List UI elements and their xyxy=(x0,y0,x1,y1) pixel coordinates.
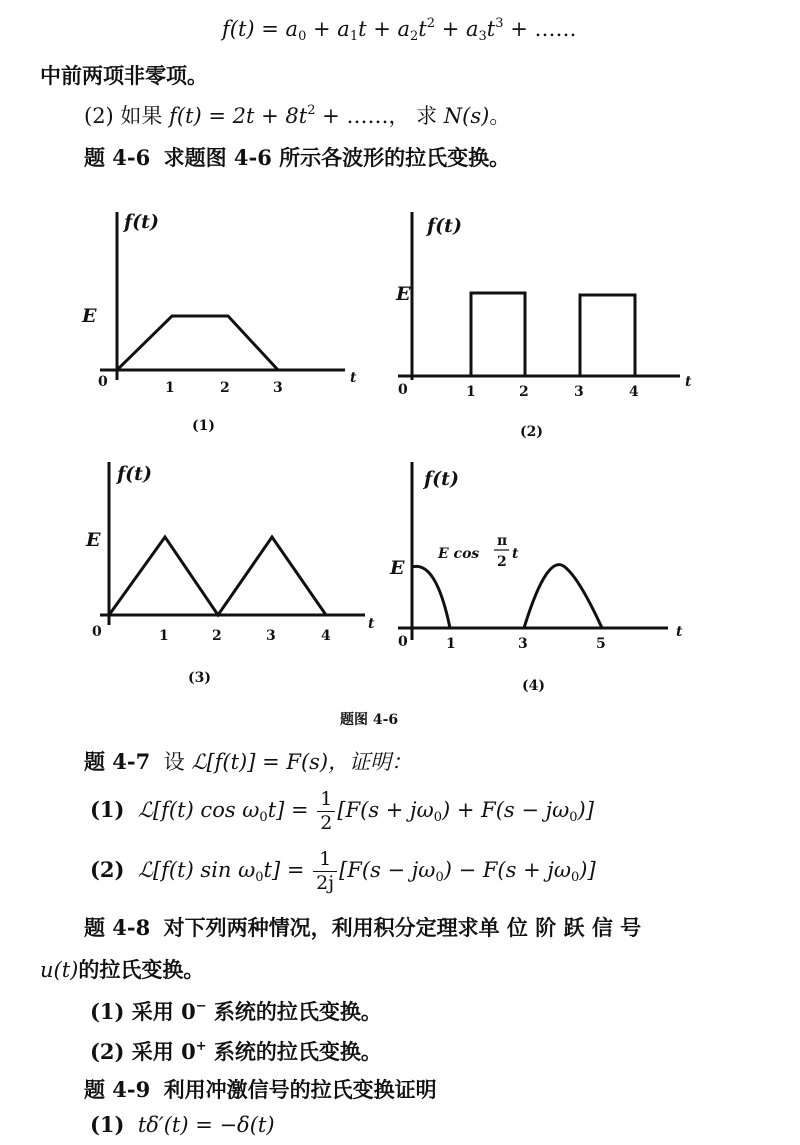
problem-text-cont: 的拉氏变换。 xyxy=(78,957,205,982)
plot4-annotation-num: π xyxy=(497,533,508,549)
plot4-origin: 0 xyxy=(398,634,408,650)
q2-tail: + ……， 求 xyxy=(315,104,444,128)
plot2-caption: (2) xyxy=(520,424,543,440)
waveform-2-pulse-a xyxy=(471,293,525,376)
plot3-ylabel: f(t) xyxy=(117,463,152,485)
eq-sub2: 2 xyxy=(410,29,419,44)
item-number: (2) xyxy=(90,857,125,882)
i1-rhs-b: [F(s + jω xyxy=(337,798,434,822)
eq-part: = a xyxy=(254,17,299,41)
problem-label: 题 4-8 xyxy=(84,915,151,940)
series-equation xyxy=(222,16,576,44)
eq-part: t xyxy=(418,17,427,41)
p48-i1: (1) 采用 0 xyxy=(90,999,196,1024)
laplace-symbol: ℒ xyxy=(137,858,153,882)
i2-sub: 0 xyxy=(570,870,580,885)
plot2-tick-4: 4 xyxy=(629,384,639,400)
plot1-xlabel: t xyxy=(350,370,357,386)
continuation-text: 中前两项非零项。 xyxy=(40,63,208,88)
problem-4-7 xyxy=(84,746,412,776)
problem-label: 题 4-9 xyxy=(84,1077,151,1102)
problem-label: 题 4-6 xyxy=(84,145,151,170)
plot4-tick-3: 3 xyxy=(518,636,528,652)
q2-f: f(t) xyxy=(169,104,202,128)
plot4-ylabel: f(t) xyxy=(424,468,459,490)
i2-frac-den: 2j xyxy=(316,872,335,894)
problem-label: 题 4-7 xyxy=(84,749,151,774)
i2-fraction xyxy=(313,850,337,893)
i2-rhs-a: t] = xyxy=(263,858,312,882)
i1-rhs-a: t] = xyxy=(267,798,316,822)
eq-lhs: f(t) xyxy=(222,17,255,41)
p47-item-1 xyxy=(90,790,594,833)
problem-4-8 xyxy=(84,912,641,942)
laplace-symbol: ℒ xyxy=(191,750,207,774)
i2-sub: 0 xyxy=(255,870,264,885)
plot1-tick-1: 1 xyxy=(165,380,175,396)
plot4-annotation-t: t xyxy=(512,546,519,562)
laplace-symbol: ℒ xyxy=(137,798,153,822)
eq-sub1: 1 xyxy=(349,29,359,44)
plot1-E: E xyxy=(82,305,97,327)
p48-i2-sup: + xyxy=(195,1039,207,1054)
p48-item-2 xyxy=(90,1036,382,1066)
problem-4-8-cont xyxy=(40,954,204,984)
problem-text: 求题图 4-6 所示各波形的拉氏变换。 xyxy=(163,145,511,170)
question-2 xyxy=(84,100,510,130)
i1-frac-num: 1 xyxy=(317,790,335,812)
waveform-1 xyxy=(117,316,278,370)
figure-caption: 题图 4-6 xyxy=(340,712,399,728)
plot4-annotation-den: 2 xyxy=(497,554,507,570)
i1-sub: 0 xyxy=(569,810,578,825)
i2-sub: 0 xyxy=(435,870,444,885)
plot3-caption: (3) xyxy=(188,670,211,686)
eq-sub3: 3 xyxy=(478,29,487,44)
i1-frac-den: 2 xyxy=(320,812,333,834)
eq-exp3: 3 xyxy=(495,16,504,31)
waveform-figure xyxy=(0,200,800,760)
problem-text: 对下列两种情况，利用积分定理求单 位 阶 跃 信 号 xyxy=(163,915,642,940)
plot2-tick-1: 1 xyxy=(466,384,476,400)
eq-part: + a xyxy=(306,17,350,41)
plot1-ylabel: f(t) xyxy=(124,211,159,233)
waveform-3 xyxy=(109,537,326,615)
p48-i2: (2) 采用 0 xyxy=(90,1039,196,1064)
plot3-xlabel: t xyxy=(368,616,375,632)
i2-rhs-d: )] xyxy=(579,858,596,882)
i1-fraction xyxy=(317,790,335,833)
plot2-ylabel: f(t) xyxy=(427,215,462,237)
p49-equation: tδ′(t) = −δ(t) xyxy=(137,1113,275,1137)
plot3-tick-3: 3 xyxy=(266,628,276,644)
i1-sub: 0 xyxy=(259,810,268,825)
plot2-xlabel: t xyxy=(685,374,692,390)
waveform-4-arc-a xyxy=(412,566,450,628)
plot4-E: E xyxy=(390,557,405,579)
plot4-xlabel: t xyxy=(676,624,683,640)
plot3-tick-2: 2 xyxy=(212,628,222,644)
eq-sub0: 0 xyxy=(298,29,307,44)
i1-sub: 0 xyxy=(433,810,442,825)
plot4-caption: (4) xyxy=(522,678,545,694)
q2-prefix: (2) 如果 xyxy=(84,104,170,128)
p49-item-1 xyxy=(90,1112,275,1137)
plot4-tick-1: 1 xyxy=(446,636,456,652)
q2-mid: = 2t + 8t xyxy=(201,104,308,128)
p48-i1-tail: 系统的拉氏变换。 xyxy=(206,999,382,1024)
u-of-t: u(t) xyxy=(40,958,79,982)
item-number: (1) xyxy=(90,797,125,822)
i2-lhs: [f(t) sin ω xyxy=(152,858,256,882)
plot3-tick-4: 4 xyxy=(321,628,331,644)
p47-text-b: [f(t)] = F(s)，证明： xyxy=(206,750,413,774)
plot4-tick-5: 5 xyxy=(596,636,606,652)
p48-i2-tail: 系统的拉氏变换。 xyxy=(206,1039,382,1064)
i1-rhs-d: )] xyxy=(577,798,594,822)
plot2-tick-2: 2 xyxy=(519,384,529,400)
plot1-caption: (1) xyxy=(192,418,215,434)
i2-frac-num: 1 xyxy=(313,850,337,872)
p48-item-1 xyxy=(90,996,382,1026)
i2-rhs-b: [F(s − jω xyxy=(339,858,436,882)
plot4-annotation: E cos xyxy=(438,546,480,562)
item-number: (1) xyxy=(90,1112,125,1137)
eq-part: + a xyxy=(435,17,479,41)
waveform-4-arc-b xyxy=(524,565,602,628)
plot2-E: E xyxy=(396,283,411,305)
plot3-tick-1: 1 xyxy=(159,628,169,644)
plot1-tick-3: 3 xyxy=(273,380,283,396)
q2-end: 。 xyxy=(489,104,511,128)
q2-N: N(s) xyxy=(443,104,490,128)
problem-text: 利用冲激信号的拉氏变换证明 xyxy=(163,1077,437,1102)
plot3-E: E xyxy=(86,529,101,551)
q2-exp: 2 xyxy=(307,103,316,118)
eq-part: t xyxy=(486,17,496,41)
problem-4-6 xyxy=(84,142,510,172)
i2-rhs-c: ) − F(s + jω xyxy=(443,858,571,882)
waveform-2-pulse-b xyxy=(580,295,635,376)
eq-tail: + …… xyxy=(503,17,577,41)
problem-4-9 xyxy=(84,1074,437,1104)
eq-part: t + a xyxy=(358,17,411,41)
plot1-tick-2: 2 xyxy=(220,380,230,396)
plot2-origin: 0 xyxy=(398,382,408,398)
plot2-tick-3: 3 xyxy=(574,384,584,400)
p47-item-2 xyxy=(90,850,596,893)
plot3-origin: 0 xyxy=(92,624,102,640)
eq-exp2: 2 xyxy=(426,16,436,31)
i1-lhs: [f(t) cos ω xyxy=(152,798,260,822)
p47-text-a: 设 xyxy=(163,750,192,774)
plot1-origin: 0 xyxy=(98,374,108,390)
i1-rhs-c: ) + F(s − jω xyxy=(441,798,570,822)
p48-i1-sup: − xyxy=(195,999,207,1014)
